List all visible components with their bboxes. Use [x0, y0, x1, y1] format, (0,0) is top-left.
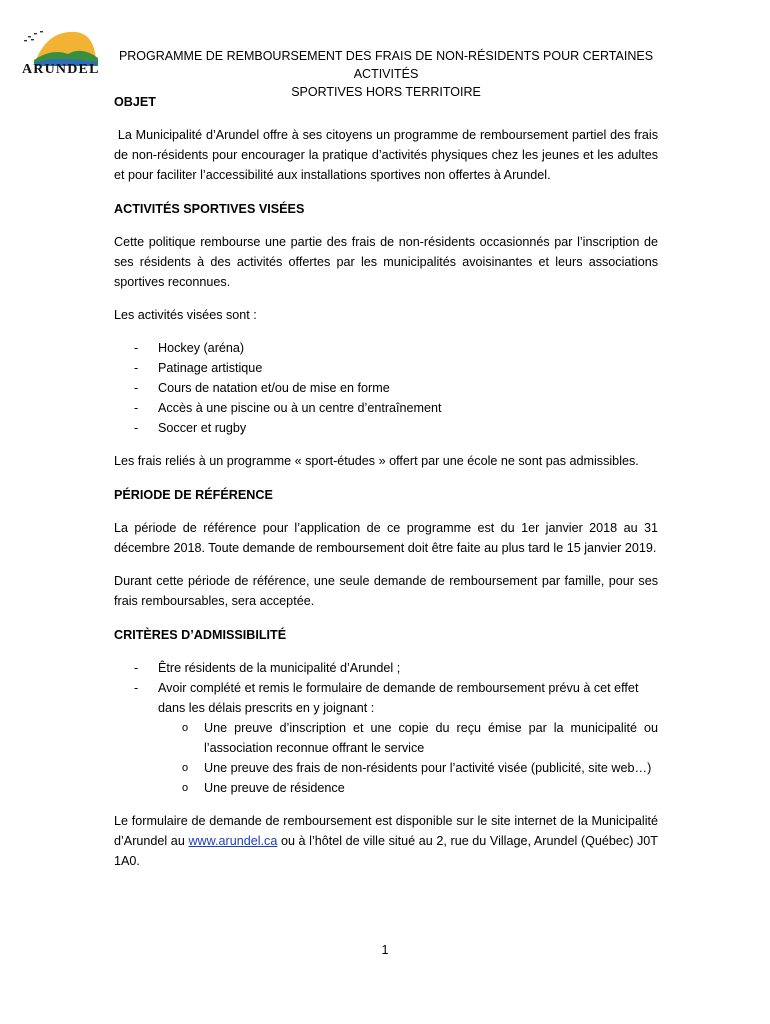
- activites-paragraph: Cette politique rembourse une partie des frais de non-résidents occasionnés par l’inscription de ses résidents à des activités offertes par les municipalités avoisinantes et leurs associations sportives reconnues.: [114, 235, 658, 289]
- formulaire-text-after: ou à l’hôtel de ville situé au 2, rue du Village, Arundel (Québec) J0T 1A0.: [114, 834, 659, 868]
- list-item: [114, 658, 658, 678]
- activites-list: [114, 338, 658, 438]
- activites-intro: Les activités visées sont :: [114, 308, 257, 322]
- circle-bullet: o: [182, 782, 189, 794]
- dash-bullet: -: [134, 341, 139, 355]
- formulaire-text-before: Le formulaire de demande de remboursement est disponible sur le site internet de la Municipalité d’Arundel au: [114, 814, 658, 848]
- circle-bullet: o: [182, 722, 189, 734]
- document-body: [114, 92, 662, 871]
- sublist-item-text: Une preuve d’inscription et une copie du reçu émise par la municipalité ou l’association reconnue offrant le service: [204, 721, 658, 755]
- list-item-text: Accès à une piscine ou à un centre d’entraînement: [158, 401, 442, 415]
- section-heading-criteres: CRITÈRES D’ADMISSIBILITÉ: [114, 628, 287, 642]
- list-item-text: Être résidents de la municipalité d’Arundel ;: [158, 661, 401, 675]
- dash-bullet: -: [134, 381, 139, 395]
- page-number: 1: [381, 943, 389, 957]
- objet-paragraph: La Municipalité d’Arundel offre à ses citoyens un programme de remboursement partiel des frais de non-résidents pour encourager la pratique d’activités physiques chez les jeunes et les adultes et pour faciliter l’accessibilité aux installations sportives non offertes à Arundel.: [114, 128, 662, 182]
- logo-wordmark: ARUNDEL: [22, 62, 100, 77]
- dash-bullet: -: [134, 361, 139, 375]
- list-item: [114, 378, 658, 398]
- list-item-text: Cours de natation et/ou de mise en forme: [158, 381, 390, 395]
- list-item-text: Soccer et rugby: [158, 421, 247, 435]
- sublist-item: [114, 718, 658, 758]
- list-item: [114, 358, 658, 378]
- formulaire-paragraph: [114, 811, 658, 871]
- list-item: [114, 678, 658, 718]
- criteres-sublist: [114, 718, 658, 798]
- list-item: [114, 418, 658, 438]
- list-item-text: Patinage artistique: [158, 361, 263, 375]
- document-title-line-2: SPORTIVES HORS TERRITOIRE: [291, 85, 481, 99]
- dash-bullet: -: [134, 401, 139, 415]
- section-heading-periode: PÉRIODE DE RÉFÉRENCE: [114, 488, 273, 502]
- logo-birds: [24, 31, 43, 41]
- sublist-item-text: Une preuve de résidence: [204, 781, 345, 795]
- list-item-text: Hockey (aréna): [158, 341, 245, 355]
- circle-bullet: o: [182, 762, 189, 774]
- criteres-list: [114, 658, 658, 718]
- sublist-item: [114, 778, 658, 798]
- activites-note: Les frais reliés à un programme « sport-études » offert par une école ne sont pas admissibles.: [114, 454, 639, 468]
- arundel-website-link[interactable]: www.arundel.ca: [188, 834, 278, 848]
- dash-bullet: -: [134, 421, 139, 435]
- dash-bullet: -: [134, 681, 139, 695]
- list-item: [114, 338, 658, 358]
- list-item-text: Avoir complété et remis le formulaire de demande de remboursement prévu à cet effet dans les délais prescrits en y joignant :: [158, 681, 639, 715]
- periode-paragraph-2: Durant cette période de référence, une seule demande de remboursement par famille, pour ses frais remboursables, sera acceptée.: [114, 574, 658, 608]
- list-item: [114, 398, 658, 418]
- sublist-item-text: Une preuve des frais de non-résidents pour l’activité visée (publicité, site web…): [204, 761, 652, 775]
- section-heading-objet: OBJET: [114, 95, 156, 109]
- section-heading-activites: ACTIVITÉS SPORTIVES VISÉES: [114, 202, 305, 216]
- dash-bullet: -: [134, 661, 139, 675]
- sublist-item: [114, 758, 658, 778]
- periode-paragraph-1: La période de référence pour l’application de ce programme est du 1er janvier 2018 au 31 décembre 2018. Toute demande de remboursement doit être faite au plus tard le 15 janvier 2019.: [114, 521, 658, 555]
- document-title-line-1: PROGRAMME DE REMBOURSEMENT DES FRAIS DE NON-RÉSIDENTS POUR CERTAINES ACTIVITÉS: [118, 49, 654, 81]
